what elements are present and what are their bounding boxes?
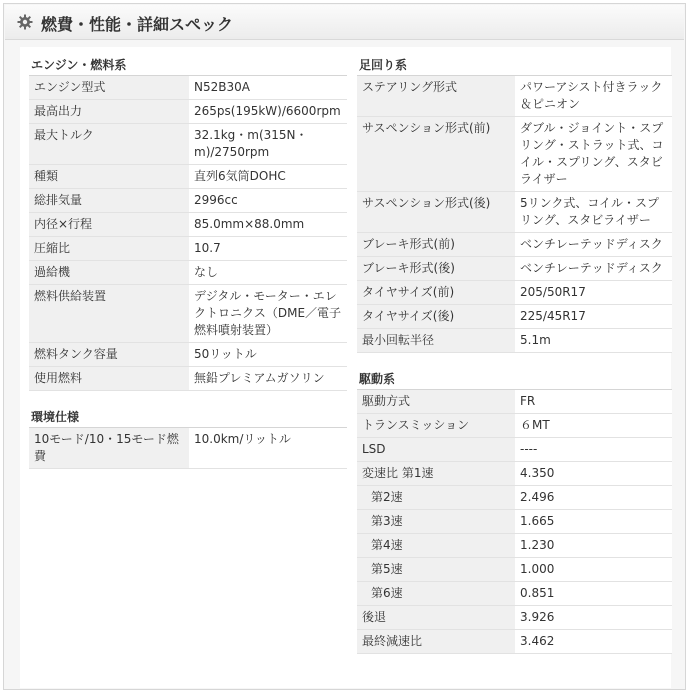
spec-label: 最終減速比 (357, 630, 515, 654)
spec-value: 225/45R17 (515, 305, 672, 329)
left-column (29, 47, 347, 469)
spec-row (357, 630, 672, 654)
spec-value: 32.1kg・m(315N・m)/2750rpm (189, 124, 347, 165)
spec-value: N52B30A (189, 76, 347, 100)
spec-row (357, 76, 672, 117)
spec-row (29, 189, 347, 213)
spec-label: ステアリング形式 (357, 76, 515, 117)
spec-row (357, 233, 672, 257)
spec-label: 最高出力 (29, 100, 189, 124)
spec-label: 内径×行程 (29, 213, 189, 237)
spec-row (357, 305, 672, 329)
spec-label: 燃料供給装置 (29, 285, 189, 343)
spec-value: ダブル・ジョイント・スプリング・ストラット式、コイル・スプリング、スタビライザー (515, 117, 672, 192)
spec-label: 総排気量 (29, 189, 189, 213)
spec-label: 第4速 (357, 534, 515, 558)
spec-value: 5.1m (515, 329, 672, 353)
spec-label: LSD (357, 438, 515, 462)
spec-value: 直列6気筒DOHC (189, 165, 347, 189)
spec-row (357, 534, 672, 558)
spec-label: 駆動方式 (357, 390, 515, 414)
spec-row (357, 438, 672, 462)
spec-row (29, 213, 347, 237)
spec-label: 種類 (29, 165, 189, 189)
spec-row (29, 367, 347, 391)
spec-value: 85.0mm×88.0mm (189, 213, 347, 237)
spec-label: 最小回転半径 (357, 329, 515, 353)
spec-value: ベンチレーテッドディスク (515, 233, 672, 257)
spec-label: サスペンション形式(後) (357, 192, 515, 233)
spec-value: 1.000 (515, 558, 672, 582)
spec-row (29, 261, 347, 285)
spec-label: 第5速 (357, 558, 515, 582)
page-title: 燃費・性能・詳細スペック (41, 15, 234, 34)
section-title-environment: 環境仕様 (29, 407, 347, 428)
spec-label: ブレーキ形式(後) (357, 257, 515, 281)
spec-label: 使用燃料 (29, 367, 189, 391)
spec-label: タイヤサイズ(前) (357, 281, 515, 305)
section-title-drive: 駆動系 (357, 369, 672, 390)
spec-row (29, 100, 347, 124)
spec-value: 5リンク式、コイル・スプリング、スタビライザー (515, 192, 672, 233)
spec-row (357, 606, 672, 630)
spec-value: 2996cc (189, 189, 347, 213)
spec-value: 無鉛プレミアムガソリン (189, 367, 347, 391)
spec-value: パワーアシスト付きラック＆ピニオン (515, 76, 672, 117)
spec-label: 燃料タンク容量 (29, 343, 189, 367)
spec-value: FR (515, 390, 672, 414)
spec-label: 第3速 (357, 510, 515, 534)
spec-value: 4.350 (515, 462, 672, 486)
spec-row (357, 486, 672, 510)
gear-icon (17, 14, 33, 30)
spec-label: タイヤサイズ(後) (357, 305, 515, 329)
spec-label: 最大トルク (29, 124, 189, 165)
spec-value: 2.496 (515, 486, 672, 510)
spec-label: エンジン型式 (29, 76, 189, 100)
spec-box (3, 3, 686, 690)
spec-row (357, 281, 672, 305)
spec-label: 10モード/10・15モード燃費 (29, 428, 189, 469)
spec-value: ---- (515, 438, 672, 462)
spec-value: 10.7 (189, 237, 347, 261)
spec-label: 後退 (357, 606, 515, 630)
spec-row (29, 428, 347, 469)
spec-value: 1.230 (515, 534, 672, 558)
spec-label: 圧縮比 (29, 237, 189, 261)
spec-value: デジタル・モーター・エレクトロニクス（DME／電子燃料噴射装置） (189, 285, 347, 343)
spec-value: ６MT (515, 414, 672, 438)
spec-row (29, 343, 347, 367)
spec-row (29, 165, 347, 189)
spec-header (5, 5, 684, 40)
spec-value: 3.926 (515, 606, 672, 630)
spec-row (357, 510, 672, 534)
drive-table (357, 390, 672, 654)
section-title-engine: エンジン・燃料系 (29, 55, 347, 76)
spec-label: 変速比 第1速 (357, 462, 515, 486)
spec-label: ブレーキ形式(前) (357, 233, 515, 257)
spec-row (357, 582, 672, 606)
spec-row (357, 462, 672, 486)
spec-value: ベンチレーテッドディスク (515, 257, 672, 281)
spec-row (357, 329, 672, 353)
spec-value: なし (189, 261, 347, 285)
spec-row (29, 76, 347, 100)
spec-row (357, 558, 672, 582)
spec-row (357, 257, 672, 281)
right-column (357, 47, 672, 654)
spec-value: 0.851 (515, 582, 672, 606)
spec-panel (20, 47, 671, 688)
spec-value: 205/50R17 (515, 281, 672, 305)
spec-label: 過給機 (29, 261, 189, 285)
spec-row (29, 124, 347, 165)
spec-label: サスペンション形式(前) (357, 117, 515, 192)
spec-row (357, 390, 672, 414)
environment-table (29, 428, 347, 469)
spec-label: トランスミッション (357, 414, 515, 438)
spec-value: 1.665 (515, 510, 672, 534)
spec-row (357, 192, 672, 233)
spec-row (29, 237, 347, 261)
spec-value: 265ps(195kW)/6600rpm (189, 100, 347, 124)
spec-label: 第2速 (357, 486, 515, 510)
spec-row (29, 285, 347, 343)
spec-value: 3.462 (515, 630, 672, 654)
spec-label: 第6速 (357, 582, 515, 606)
chassis-table (357, 76, 672, 353)
section-title-chassis: 足回り系 (357, 55, 672, 76)
spec-value: 10.0km/リットル (189, 428, 347, 469)
engine-table (29, 76, 347, 391)
spec-row (357, 117, 672, 192)
spec-row (357, 414, 672, 438)
spec-value: 50リットル (189, 343, 347, 367)
